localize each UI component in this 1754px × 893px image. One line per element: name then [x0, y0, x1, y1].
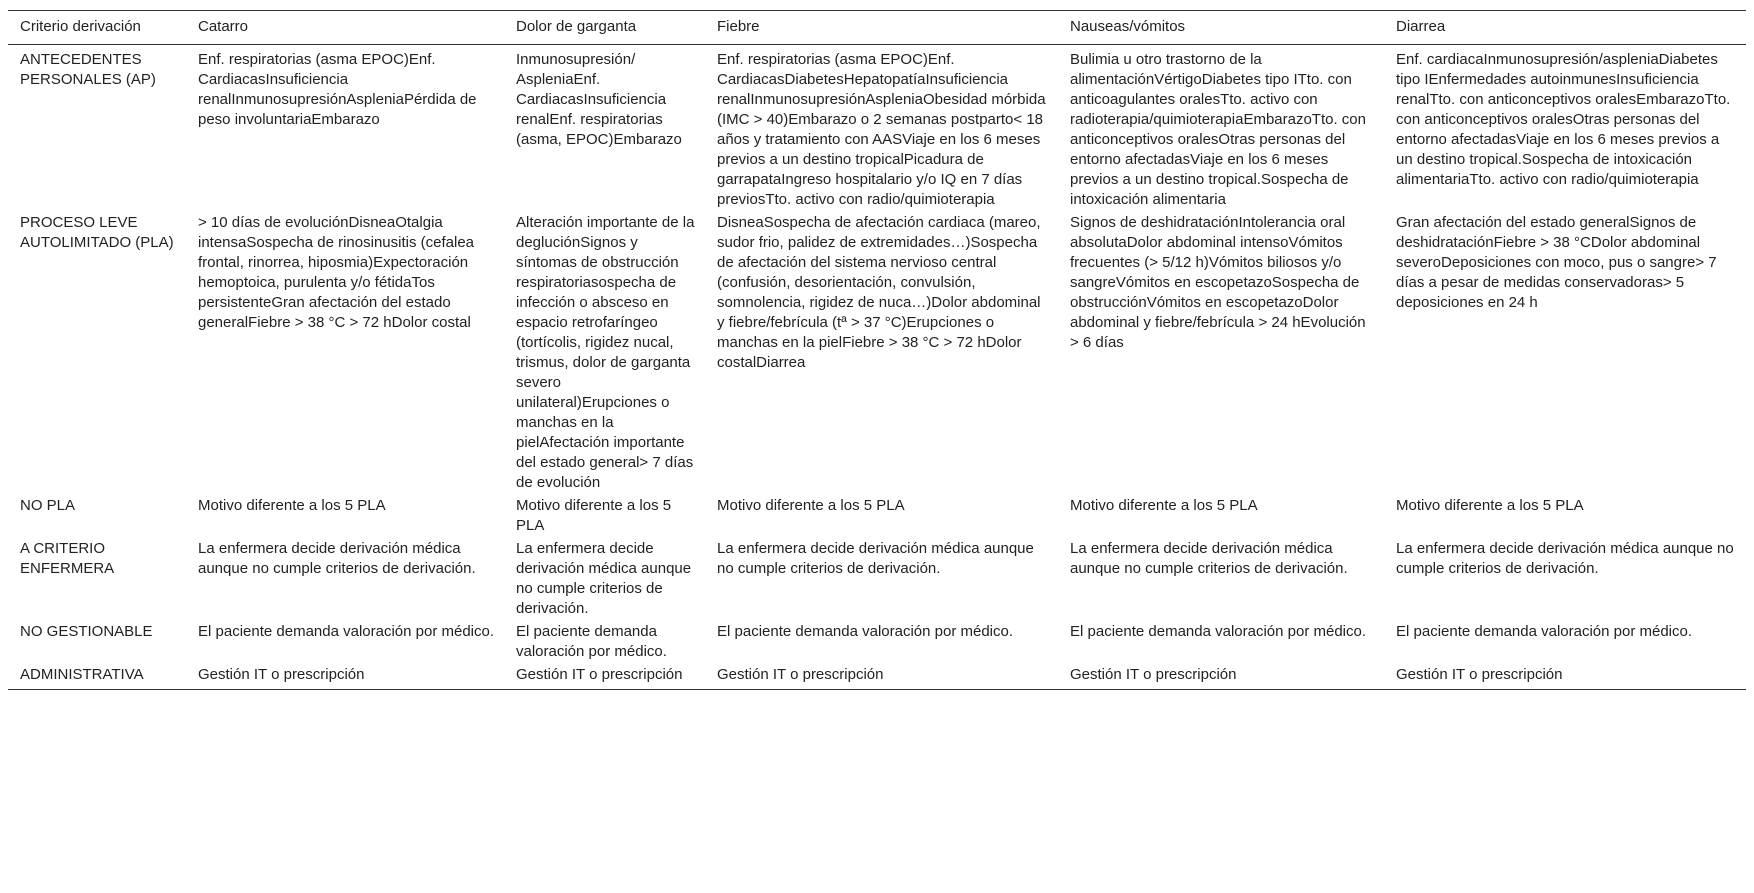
row-label: ADMINISTRATIVA	[8, 664, 186, 690]
cell-catarro: Gestión IT o prescripción	[186, 664, 504, 690]
header-catarro: Catarro	[186, 11, 504, 45]
header-criterio: Criterio derivación	[8, 11, 186, 45]
cell-catarro: Enf. respiratorias (asma EPOC)Enf. CardiacasInsuficiencia renalInmunosupresiónAspleniaPérdida de peso involuntariaEmbarazo	[198, 51, 477, 128]
cell-diarrea: Gestión IT o prescripción	[1384, 664, 1746, 690]
row-label: NO GESTIONABLE	[20, 623, 153, 640]
header-nauseas-vomitos: Nauseas/vómitos	[1058, 11, 1384, 45]
cell-dolor-garganta: La enfermera decide derivación médica aunque no cumple criterios de derivación.	[516, 540, 692, 617]
cell-nauseas-vomitos: Bulimia u otro trastorno de la alimentaciónVértigoDiabetes tipo ITto. con anticoagulantes oralesTto. activo con radioterapia/quimioterapiaEmbarazoTto. con anticonceptivos oralesOtras personas del entorno afectadasViaje en los 6 meses previos a un destino tropical.Sospecha de intoxicación alimentaria	[1070, 51, 1366, 208]
header-dolor-garganta: Dolor de garganta	[504, 11, 705, 45]
cell-nauseas-vomitos: Gestión IT o prescripción	[1058, 664, 1384, 690]
cell-fiebre: Gestión IT o prescripción	[705, 664, 1058, 690]
cell-diarrea: La enfermera decide derivación médica aunque no cumple criterios de derivación.	[1396, 540, 1734, 577]
cell-fiebre: El paciente demanda valoración por médico.	[717, 623, 1014, 640]
row-label: A CRITERIO ENFERMERA	[20, 540, 115, 577]
table-row-pla	[8, 212, 1746, 495]
criteria-table-container	[8, 10, 1746, 690]
cell-nauseas-vomitos: El paciente demanda valoración por médico.	[1070, 623, 1367, 640]
cell-fiebre: Enf. respiratorias (asma EPOC)Enf. CardiacasDiabetesHepatopatíaInsuficiencia renalInmunosupresiónAspleniaObesidad mórbida (IMC > 40)Embarazo o 2 semanas postparto< 18 años y tratamiento con AASViaje en los 6 meses previos a un destino tropicalPicadura de garrapataIngreso hospitalario y/o IQ en 7 días previosTto. activo con radio/quimioterapia	[717, 51, 1046, 208]
table-header	[8, 11, 1746, 45]
cell-diarrea: Enf. cardiacaInmunosupresión/aspleniaDiabetes tipo IEnfermedades autoinmunesInsuficiencia renalTto. con anticonceptivos oralesEmbarazoTto. con anticonceptivos oralesOtras personas del entorno afectadasViaje en los 6 meses previos a un destino tropical.Sospecha de intoxicación alimentariaTto. activo con radio/quimioterapia	[1396, 51, 1731, 188]
cell-catarro: La enfermera decide derivación médica aunque no cumple criterios de derivación.	[198, 540, 476, 577]
cell-nauseas-vomitos: La enfermera decide derivación médica aunque no cumple criterios de derivación.	[1070, 540, 1348, 577]
cell-dolor-garganta: Motivo diferente a los 5 PLA	[516, 497, 672, 534]
row-label: NO PLA	[20, 497, 76, 514]
table-row-antecedentes	[8, 45, 1746, 213]
derivation-criteria-table	[8, 10, 1746, 690]
cell-dolor-garganta: Alteración importante de la degluciónSignos y síntomas de obstrucción respiratoriasospecha de infección o absceso en espacio retrofaríngeo (tortícolis, rigidez nucal, trismus, dolor de garganta severo unilateral)Erupciones o manchas en la pielAfectación importante del estado general> 7 días de evolución	[516, 214, 695, 491]
cell-dolor-garganta: Inmunosupresión/ AspleniaEnf. CardiacasInsuficiencia renalEnf. respiratorias (asma, EPOC)Embarazo	[516, 51, 682, 148]
cell-diarrea: El paciente demanda valoración por médico.	[1396, 623, 1693, 640]
cell-dolor-garganta: El paciente demanda valoración por médico.	[516, 623, 667, 660]
cell-catarro: El paciente demanda valoración por médico.	[198, 623, 495, 640]
table-row-no-gestionable	[8, 621, 1746, 664]
cell-nauseas-vomitos: Motivo diferente a los 5 PLA	[1070, 497, 1258, 514]
cell-fiebre: Motivo diferente a los 5 PLA	[717, 497, 905, 514]
cell-diarrea: Gran afectación del estado generalSignos de deshidrataciónFiebre > 38 °CDolor abdominal severoDeposiciones con moco, pus o sangre> 7 días a pesar de medidas conservadoras> 5 deposiciones en 24 h	[1396, 214, 1717, 311]
header-row	[8, 11, 1746, 45]
table-row-no-pla	[8, 495, 1746, 538]
header-fiebre: Fiebre	[705, 11, 1058, 45]
cell-catarro: > 10 días de evoluciónDisneaOtalgia intensaSospecha de rinosinusitis (cefalea frontal, rinorrea, hiposmia)Expectoración hemoptoica, purulenta y/o fétidaTos persistenteGran afectación del estado generalFiebre > 38 °C > 72 hDolor costal	[198, 214, 474, 331]
cell-fiebre: La enfermera decide derivación médica aunque no cumple criterios de derivación.	[717, 540, 1034, 577]
header-diarrea: Diarrea	[1384, 11, 1746, 45]
cell-diarrea: Motivo diferente a los 5 PLA	[1396, 497, 1584, 514]
table-row-criterio-enfermera	[8, 538, 1746, 621]
table-row-administrativa	[8, 664, 1746, 690]
cell-catarro: Motivo diferente a los 5 PLA	[198, 497, 386, 514]
row-label: PROCESO LEVE AUTOLIMITADO (PLA)	[20, 214, 174, 251]
cell-dolor-garganta: Gestión IT o prescripción	[504, 664, 705, 690]
table-body	[8, 45, 1746, 690]
row-label: ANTECEDENTES PERSONALES (AP)	[20, 51, 156, 88]
cell-nauseas-vomitos: Signos de deshidrataciónIntolerancia oral absolutaDolor abdominal intensoVómitos frecuentes (> 5/12 h)Vómitos biliosos y/o sangreVómitos en escopetazoSospecha de obstrucciónVómitos en escopetazoDolor abdominal y fiebre/febrícula > 24 hEvolución > 6 días	[1070, 214, 1366, 351]
cell-fiebre: DisneaSospecha de afectación cardiaca (mareo, sudor frio, palidez de extremidades…)Sospecha de afectación del sistema nervioso central (confusión, desorientación, convulsión, somnolencia, rigidez de nuca…)Dolor abdominal y fiebre/febrícula (tª > 37 °C)Erupciones o manchas en la pielFiebre > 38 °C > 72 hDolor costalDiarrea	[717, 214, 1041, 371]
